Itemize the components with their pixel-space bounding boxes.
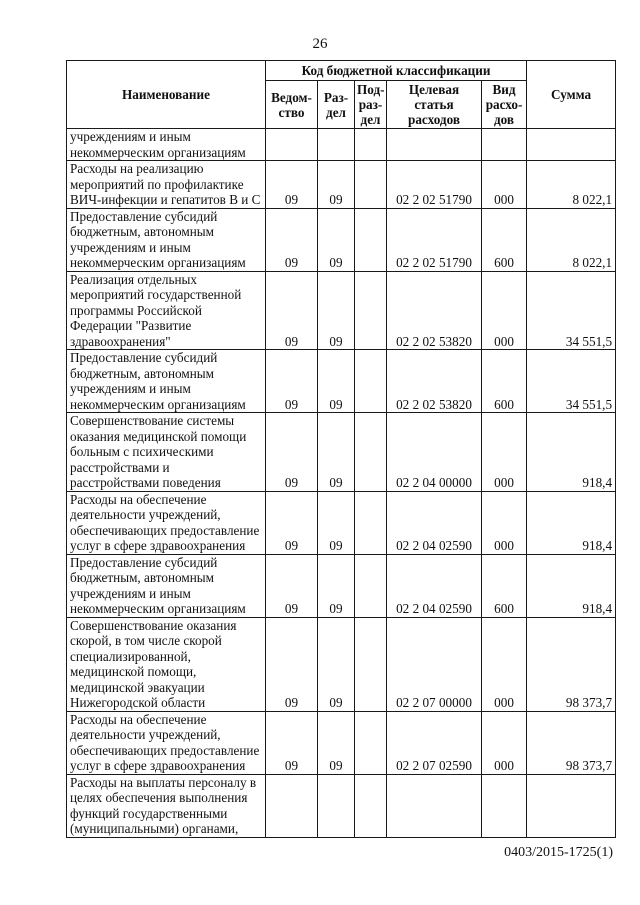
row-expense-type-cell: 000 [482, 161, 527, 209]
row-target-article-cell: 02 2 02 51790 [387, 161, 482, 209]
row-vedomstvo-cell: 09 [266, 711, 318, 774]
row-podrazdel-cell [355, 350, 387, 413]
row-sum-cell [527, 774, 616, 837]
row-target-article-cell: 02 2 02 53820 [387, 271, 482, 350]
row-vedomstvo-cell: 09 [266, 208, 318, 271]
row-sum-cell: 8 022,1 [527, 208, 616, 271]
row-podrazdel-cell [355, 491, 387, 554]
row-vedomstvo-cell: 09 [266, 554, 318, 617]
header-sum: Сумма [527, 61, 616, 129]
header-razdel: Раз-дел [318, 81, 355, 129]
row-razdel-cell: 09 [318, 208, 355, 271]
row-target-article-cell: 02 2 04 00000 [387, 413, 482, 492]
row-razdel-cell: 09 [318, 711, 355, 774]
row-podrazdel-cell [355, 774, 387, 837]
row-name-cell: Предоставление субсидий бюджетным, автономным учреждениям и иным некоммерческим организациям [67, 554, 266, 617]
row-target-article-cell: 02 2 02 51790 [387, 208, 482, 271]
row-target-article-cell: 02 2 04 02590 [387, 554, 482, 617]
header-name: Наименование [67, 61, 266, 129]
row-target-article-cell: 02 2 07 02590 [387, 711, 482, 774]
row-expense-type-cell [482, 774, 527, 837]
row-podrazdel-cell [355, 413, 387, 492]
row-name-cell: Совершенствование системы оказания медицинской помощи больным с психическими расстройствами и расстройствами поведения [67, 413, 266, 492]
header-target-article: Целевая статья расходов [387, 81, 482, 129]
row-expense-type-cell: 000 [482, 491, 527, 554]
row-vedomstvo-cell: 09 [266, 350, 318, 413]
row-podrazdel-cell [355, 711, 387, 774]
row-sum-cell: 918,4 [527, 554, 616, 617]
row-razdel-cell: 09 [318, 554, 355, 617]
row-vedomstvo-cell: 09 [266, 491, 318, 554]
row-razdel-cell: 09 [318, 350, 355, 413]
row-vedomstvo-cell: 09 [266, 617, 318, 711]
header-expense-type: Вид расхо-дов [482, 81, 527, 129]
table-row [67, 208, 616, 271]
row-target-article-cell: 02 2 04 02590 [387, 491, 482, 554]
header-budget-code: Код бюджетной классификации [266, 61, 527, 81]
table-row [67, 413, 616, 492]
row-name-cell: Предоставление субсидий бюджетным, автономным учреждениям и иным некоммерческим организациям [67, 208, 266, 271]
row-podrazdel-cell [355, 208, 387, 271]
row-vedomstvo-cell: 09 [266, 271, 318, 350]
table-row [67, 129, 616, 161]
row-vedomstvo-cell [266, 129, 318, 161]
document-code: 0403/2015-1725(1) [504, 845, 613, 860]
table-row [67, 774, 616, 837]
row-razdel-cell [318, 774, 355, 837]
row-razdel-cell: 09 [318, 413, 355, 492]
row-vedomstvo-cell [266, 774, 318, 837]
row-name-cell: учреждениям и иным некоммерческим организациям [67, 129, 266, 161]
row-expense-type-cell: 000 [482, 413, 527, 492]
row-name-cell: Реализация отдельных мероприятий государственной программы Российской Федерации "Развитие здравоохранения" [67, 271, 266, 350]
table-row [67, 491, 616, 554]
budget-table [66, 60, 616, 838]
row-target-article-cell: 02 2 02 53820 [387, 350, 482, 413]
row-expense-type-cell: 000 [482, 271, 527, 350]
row-razdel-cell [318, 129, 355, 161]
row-name-cell: Совершенствование оказания скорой, в том числе скорой специализированной, медицинской помощи, медицинской эвакуации Нижегородской области [67, 617, 266, 711]
table-row [67, 271, 616, 350]
row-sum-cell: 918,4 [527, 491, 616, 554]
row-sum-cell [527, 129, 616, 161]
row-vedomstvo-cell: 09 [266, 161, 318, 209]
page-number: 26 [312, 36, 328, 52]
header-vedomstvo: Ведом-ство [266, 81, 318, 129]
row-razdel-cell: 09 [318, 617, 355, 711]
row-sum-cell: 918,4 [527, 413, 616, 492]
row-podrazdel-cell [355, 554, 387, 617]
row-target-article-cell [387, 774, 482, 837]
row-podrazdel-cell [355, 129, 387, 161]
row-expense-type-cell: 000 [482, 617, 527, 711]
table-row [67, 554, 616, 617]
row-name-cell: Расходы на выплаты персоналу в целях обеспечения выполнения функций государственными (муниципальными) органами, [67, 774, 266, 837]
row-target-article-cell: 02 2 07 00000 [387, 617, 482, 711]
row-podrazdel-cell [355, 617, 387, 711]
row-expense-type-cell: 600 [482, 208, 527, 271]
table-row [67, 711, 616, 774]
row-vedomstvo-cell: 09 [266, 413, 318, 492]
table-row [67, 617, 616, 711]
row-sum-cell: 98 373,7 [527, 711, 616, 774]
row-podrazdel-cell [355, 161, 387, 209]
row-expense-type-cell: 600 [482, 350, 527, 413]
row-sum-cell: 34 551,5 [527, 271, 616, 350]
table-row [67, 161, 616, 209]
row-name-cell: Расходы на обеспечение деятельности учреждений, обеспечивающих предоставление услуг в сфере здравоохранения [67, 711, 266, 774]
row-target-article-cell [387, 129, 482, 161]
table-row [67, 350, 616, 413]
row-expense-type-cell: 000 [482, 711, 527, 774]
row-razdel-cell: 09 [318, 491, 355, 554]
row-podrazdel-cell [355, 271, 387, 350]
row-sum-cell: 98 373,7 [527, 617, 616, 711]
row-expense-type-cell: 600 [482, 554, 527, 617]
row-sum-cell: 34 551,5 [527, 350, 616, 413]
header-podrazdel: Под-раз-дел [355, 81, 387, 129]
row-razdel-cell: 09 [318, 271, 355, 350]
row-sum-cell: 8 022,1 [527, 161, 616, 209]
row-name-cell: Расходы на обеспечение деятельности учреждений, обеспечивающих предоставление услуг в сфере здравоохранения [67, 491, 266, 554]
row-expense-type-cell [482, 129, 527, 161]
row-razdel-cell: 09 [318, 161, 355, 209]
row-name-cell: Расходы на реализацию мероприятий по профилактике ВИЧ-инфекции и гепатитов В и С [67, 161, 266, 209]
row-name-cell: Предоставление субсидий бюджетным, автономным учреждениям и иным некоммерческим организациям [67, 350, 266, 413]
